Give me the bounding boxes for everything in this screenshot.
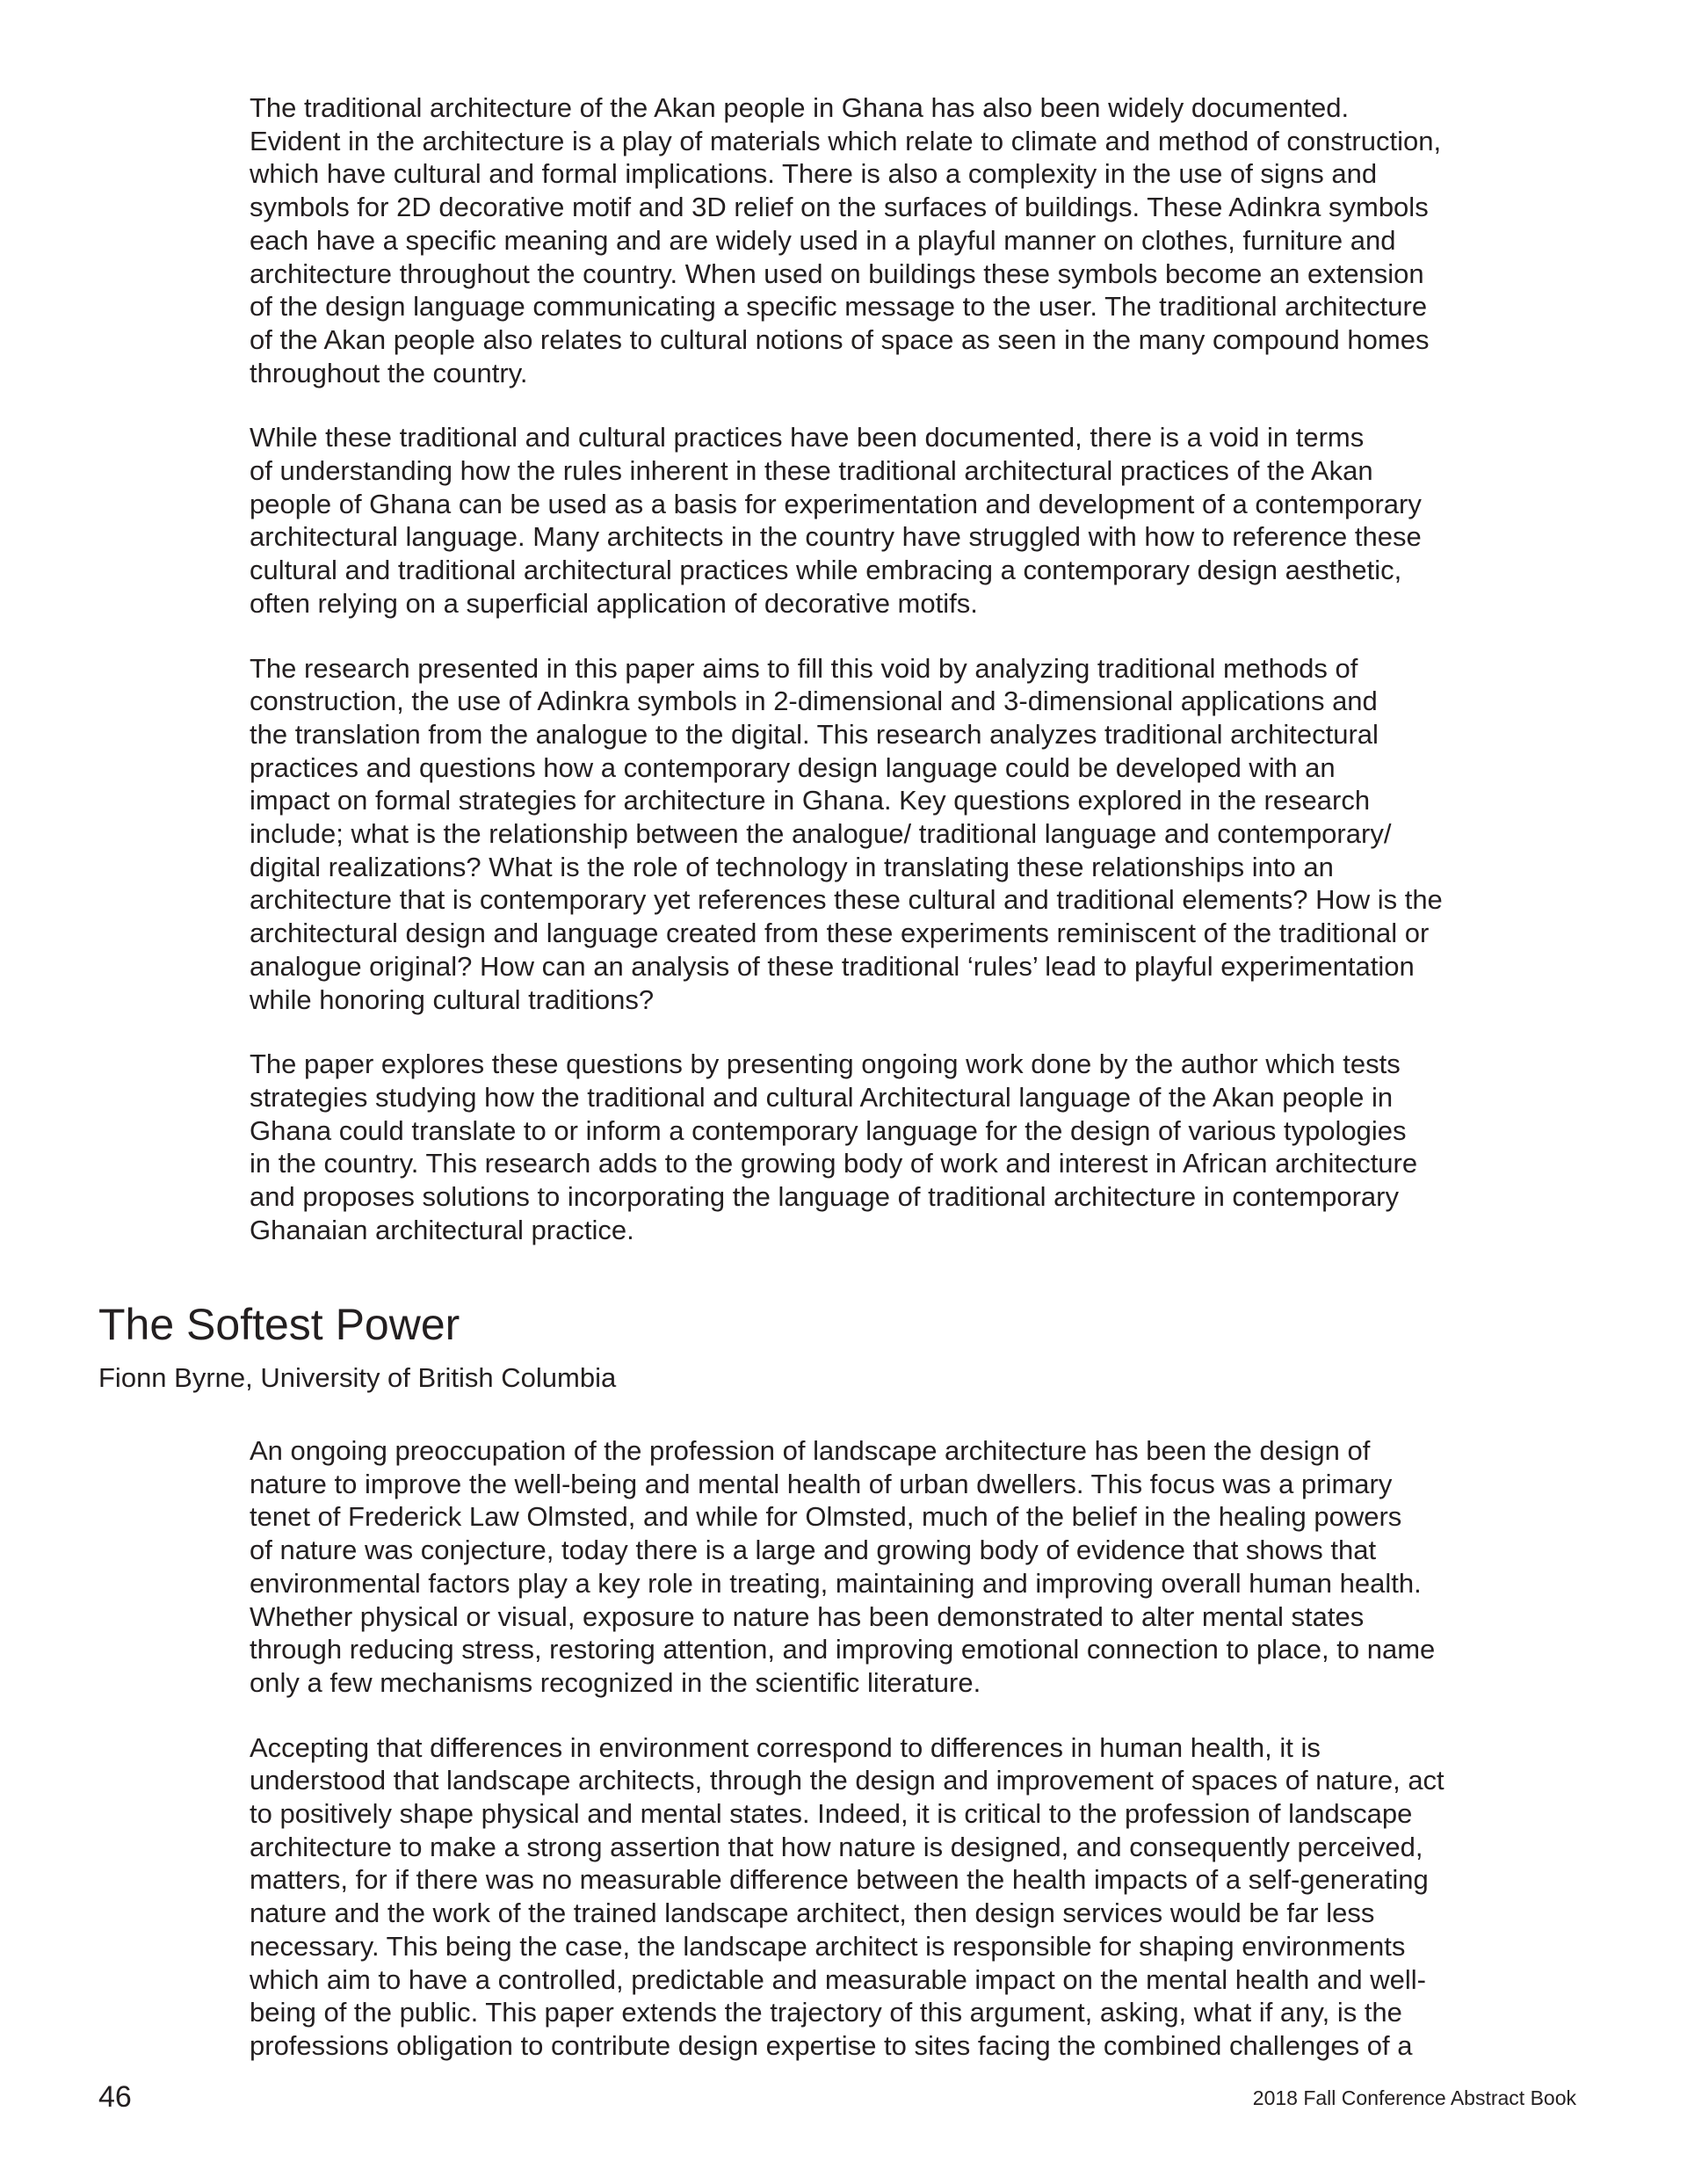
text-line: Accepting that differences in environment correspond to differences in human health, it is xyxy=(250,1731,1321,1763)
text-line: tenet of Frederick Law Olmsted, and while for Olmsted, much of the belief in the healing powers xyxy=(250,1501,1402,1533)
body-paragraph xyxy=(250,421,1594,620)
body-paragraph xyxy=(250,1731,1594,2063)
text-line: The paper explores these questions by presenting ongoing work done by the author which tests xyxy=(250,1048,1401,1080)
text-line: and proposes solutions to incorporating the language of traditional architecture in contemporary xyxy=(250,1181,1399,1213)
text-line: necessary. This being the case, the landscape architect is responsible for shaping environments xyxy=(250,1930,1406,1962)
text-line: An ongoing preoccupation of the profession of landscape architecture has been the design of xyxy=(250,1435,1371,1466)
text-line: in the country. This research adds to the growing body of work and interest in African architecture xyxy=(250,1148,1418,1179)
text-line: While these traditional and cultural practices have been documented, there is a void in terms xyxy=(250,422,1365,453)
text-line: The traditional architecture of the Akan people in Ghana has also been widely documented. xyxy=(250,92,1350,123)
text-line: construction, the use of Adinkra symbols in 2-dimensional and 3-dimensional applications and xyxy=(250,686,1378,717)
text-line: architectural design and language created from these experiments reminiscent of the traditional or xyxy=(250,918,1430,949)
body-paragraph xyxy=(250,1048,1594,1246)
intro-text-block xyxy=(250,91,1594,1279)
text-line: include; what is the relationship between the analogue/ traditional language and contemporary/ xyxy=(250,818,1392,850)
text-line: which have cultural and formal implications. There is also a complexity in the use of signs and xyxy=(250,158,1378,190)
text-line: professions obligation to contribute design expertise to sites facing the combined challenges of a xyxy=(250,2029,1413,2061)
text-line: being of the public. This paper extends the trajectory of this argument, asking, what if any, is the xyxy=(250,1997,1402,2028)
text-line: of understanding how the rules inherent in these traditional architectural practices of the Akan xyxy=(250,455,1373,487)
text-line: throughout the country. xyxy=(250,357,528,388)
text-line: matters, for if there was no measurable difference between the health impacts of a self-generating xyxy=(250,1864,1429,1896)
text-line: Whether physical or visual, exposure to nature has been demonstrated to alter mental states xyxy=(250,1600,1365,1632)
text-line: analogue original? How can an analysis of these traditional ‘rules’ lead to playful experimentation xyxy=(250,950,1415,982)
text-line: Ghana could translate to or inform a contemporary language for the design of various typologies xyxy=(250,1114,1407,1146)
text-line: Evident in the architecture is a play of materials which relate to climate and method of construction, xyxy=(250,125,1442,156)
text-line: the translation from the analogue to the digital. This research analyzes traditional architectural xyxy=(250,718,1379,750)
text-line: while honoring cultural traditions? xyxy=(250,983,655,1015)
text-line: people of Ghana can be used as a basis for experimentation and development of a contemporary xyxy=(250,488,1422,519)
text-line: nature and the work of the trained landscape architect, then design services would be far less xyxy=(250,1897,1375,1929)
text-line: Ghanaian architectural practice. xyxy=(250,1214,634,1245)
text-line: architectural language. Many architects in the country have struggled with how to reference these xyxy=(250,521,1422,553)
text-line: symbols for 2D decorative motif and 3D relief on the surfaces of buildings. These Adinkra symbols xyxy=(250,192,1429,223)
text-line: strategies studying how the traditional and cultural Architectural language of the Akan people in xyxy=(250,1081,1394,1113)
text-line: often relying on a superficial application of decorative motifs. xyxy=(250,587,978,619)
body-paragraph xyxy=(250,1434,1594,1700)
text-line: architecture throughout the country. When used on buildings these symbols become an extension xyxy=(250,258,1424,289)
text-line: of nature was conjecture, today there is a large and growing body of evidence that shows that xyxy=(250,1535,1377,1566)
text-line: architecture that is contemporary yet references these cultural and traditional elements? How is the xyxy=(250,884,1443,916)
body-paragraph xyxy=(250,91,1594,389)
text-line: impact on formal strategies for architecture in Ghana. Key questions explored in the research xyxy=(250,785,1371,816)
text-line: environmental factors play a key role in treating, maintaining and improving overall human health. xyxy=(250,1567,1422,1599)
text-line: understood that landscape architects, through the design and improvement of spaces of nature, act xyxy=(250,1765,1444,1796)
text-line: which aim to have a controlled, predictable and measurable impact on the mental health and well- xyxy=(250,1963,1426,1995)
text-line: to positively shape physical and mental states. Indeed, it is critical to the profession of landscape xyxy=(250,1798,1413,1830)
text-line: architecture to make a strong assertion that how nature is designed, and consequently perceived, xyxy=(250,1831,1423,1862)
text-line: nature to improve the well-being and mental health of urban dwellers. This focus was a primary xyxy=(250,1468,1393,1499)
text-line: through reducing stress, restoring attention, and improving emotional connection to place, to name xyxy=(250,1634,1436,1665)
text-line: of the design language communicating a specific message to the user. The traditional architecture xyxy=(250,291,1428,323)
text-line: of the Akan people also relates to cultural notions of space as seen in the many compound homes xyxy=(250,323,1430,355)
text-line: practices and questions how a contemporary design language could be developed with an xyxy=(250,751,1336,783)
body-paragraph xyxy=(250,652,1594,1017)
text-line: The research presented in this paper aims to fill this void by analyzing traditional methods of xyxy=(250,652,1358,684)
text-line: each have a specific meaning and are widely used in a playful manner on clothes, furniture and xyxy=(250,224,1396,256)
text-line: cultural and traditional architectural practices while embracing a contemporary design aesthetic, xyxy=(250,555,1402,586)
text-line: digital realizations? What is the role of technology in translating these relationships into an xyxy=(250,851,1334,882)
section-title: The Softest Power xyxy=(98,1300,460,1349)
text-line: only a few mechanisms recognized in the scientific literature. xyxy=(250,1666,981,1698)
section-text-block xyxy=(250,1434,1594,2094)
footer-publication-title: 2018 Fall Conference Abstract Book xyxy=(1252,2086,1576,2109)
page-number: 46 xyxy=(98,2080,132,2114)
section-author: Fionn Byrne, University of British Columbia xyxy=(98,1362,617,1393)
